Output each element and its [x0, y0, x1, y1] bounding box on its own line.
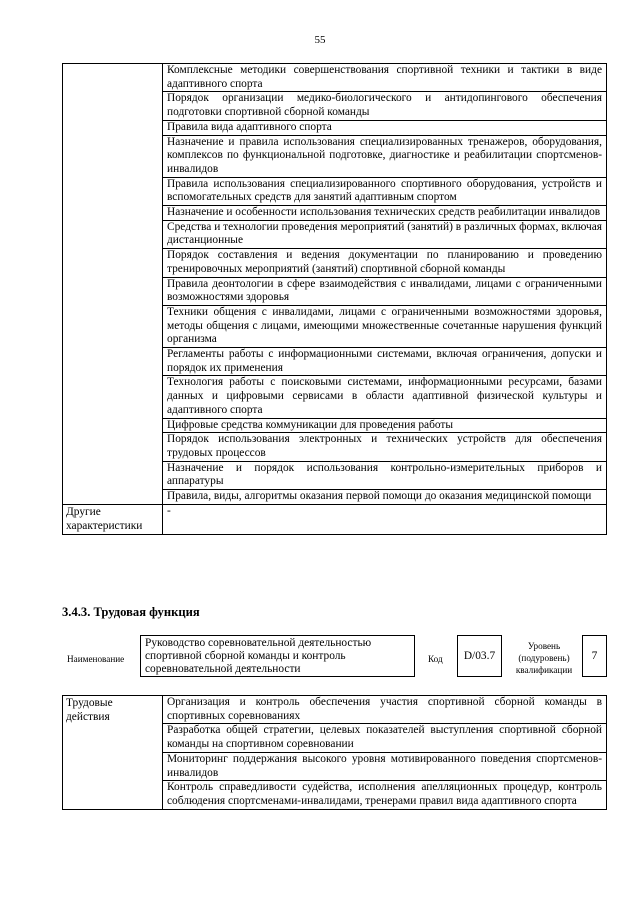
- name-label: Наименование: [67, 654, 125, 664]
- knowledge-item: Комплексные методики совершенствования спортивной техники и тактики в виде адаптивного спорта: [163, 64, 607, 92]
- knowledge-item: Средства и технологии проведения мероприятий (занятий) в различных формах, включая дистанционные: [163, 220, 607, 248]
- qualification-level-value: 7: [582, 635, 607, 677]
- labor-action-item: Мониторинг поддержания высокого уровня мотивированного поведения спортсменов-инвалидов: [163, 752, 607, 780]
- table-row: [63, 64, 607, 92]
- name-value: Руководство соревновательной деятельностью спортивной сборной команды и контроль соревновательной деятельности: [140, 635, 415, 677]
- knowledge-item: Правила деонтологии в сфере взаимодействия с инвалидами, лицами с ограниченными возможностями здоровья: [163, 277, 607, 305]
- labor-action-item: Организация и контроль обеспечения участия спортивной сборной команды в спортивных соревнованиях: [163, 696, 607, 724]
- code-label: Код: [428, 654, 443, 664]
- table-row: [63, 504, 607, 534]
- knowledge-item: Назначение и порядок использования контрольно-измерительных приборов и аппаратуры: [163, 461, 607, 489]
- knowledge-item: Техники общения с инвалидами, лицами с ограниченными возможностями здоровья, методы общения с лицами, имеющими множественные сочетанные нарушения функций организма: [163, 305, 607, 347]
- labor-action-item: Разработка общей стратегии, целевых показателей выступления спортивной сборной команды на спортивном соревновании: [163, 724, 607, 752]
- labor-actions-label: Трудовые действия: [63, 696, 163, 810]
- knowledge-item: Регламенты работы с информационными системами, включая ограничения, допуски и порядок их применения: [163, 348, 607, 376]
- labor-actions-table: [62, 695, 607, 810]
- qualification-level-label: Уровень (подуровень) квалификации: [515, 641, 573, 675]
- table-row: [63, 696, 607, 724]
- knowledge-item: Порядок использования электронных и технических устройств для обеспечения трудовых процессов: [163, 433, 607, 461]
- knowledge-item: Назначение и особенности использования технических средств реабилитации инвалидов: [163, 206, 607, 221]
- code-value: D/03.7: [457, 635, 502, 677]
- knowledge-item: Цифровые средства коммуникации для проведения работы: [163, 418, 607, 433]
- page-number: 55: [314, 34, 326, 46]
- knowledge-item: Технология работы с поисковыми системами, информационными ресурсами, базами данных и цифровыми сервисами в области адаптивной физической культуры и адаптивного спорта: [163, 376, 607, 418]
- knowledge-item: Назначение и правила использования специализированных тренажеров, оборудования, комплексов по функциональной подготовке, диагностике и реабилитации спортсменов-инвалидов: [163, 135, 607, 177]
- knowledge-item: Правила использования специализированного спортивного оборудования, устройств и вспомогательных средств для занятий адаптивным спортом: [163, 177, 607, 205]
- labor-action-item: Контроль справедливости судейства, исполнения апелляционных процедур, контроль соблюдения спортсменами-инвалидами, тренерами правил вида адаптивного спорта: [163, 781, 607, 809]
- knowledge-label-cell: [63, 64, 163, 505]
- knowledge-item: Правила вида адаптивного спорта: [163, 120, 607, 135]
- other-characteristics-label: Другие характеристики: [63, 504, 163, 534]
- knowledge-item: Правила, виды, алгоритмы оказания первой помощи до оказания медицинской помощи: [163, 490, 607, 505]
- knowledge-item: Порядок составления и ведения документации по планированию и проведению тренировочных мероприятий (занятий) спортивной сборной команды: [163, 249, 607, 277]
- knowledge-table: [62, 63, 607, 535]
- other-characteristics-value: -: [163, 504, 607, 534]
- section-title: 3.4.3. Трудовая функция: [62, 605, 200, 619]
- knowledge-item: Порядок организации медико-биологического и антидопингового обеспечения подготовки спортивной сборной команды: [163, 92, 607, 120]
